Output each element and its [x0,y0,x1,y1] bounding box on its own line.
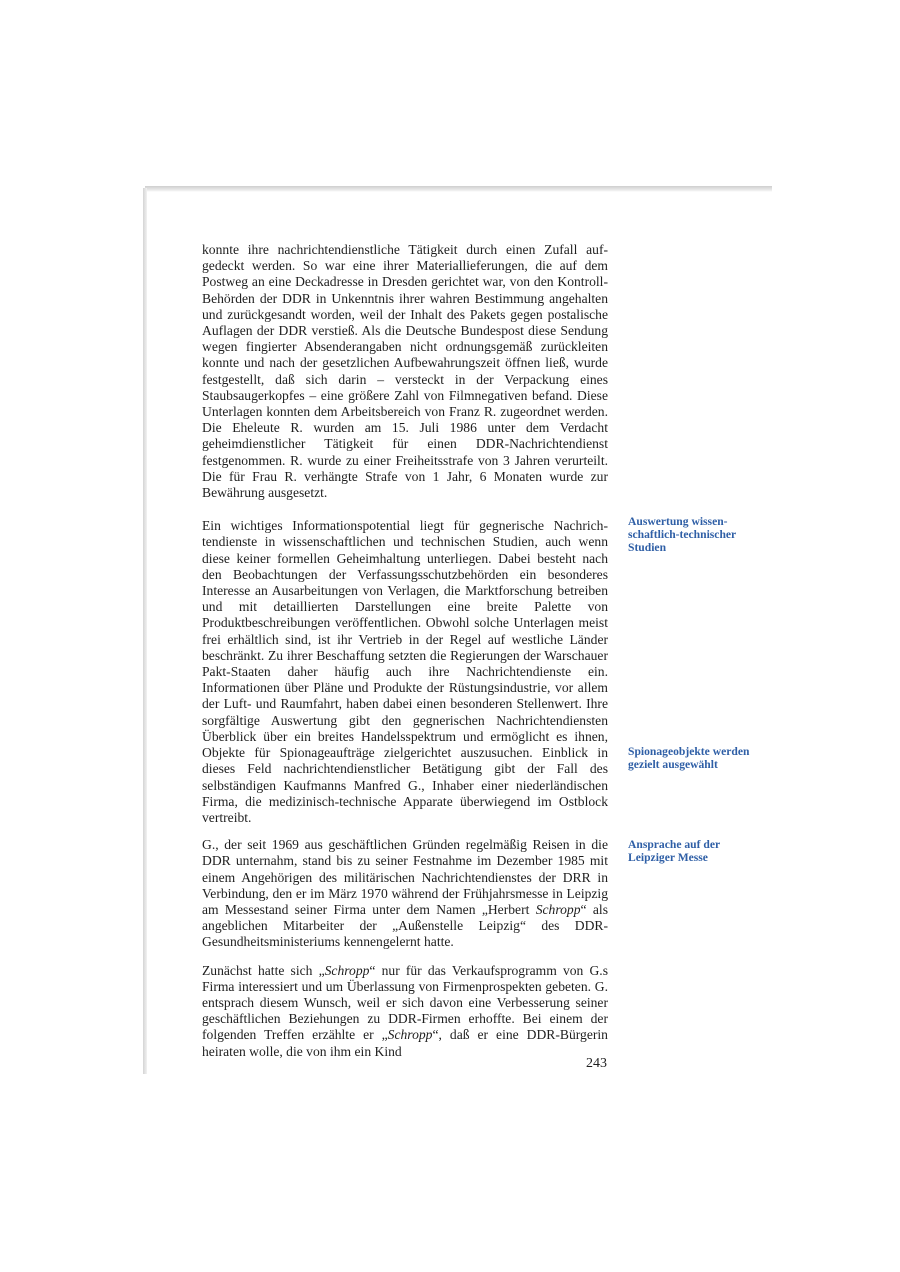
margin-note-studies: Auswertung wissenschaftlich-technischer Studien [628,515,736,554]
paragraph-3-text-b: “ als angeblichen Mitarbeiter der „Außenstelle Leipzig“ des DDR-Gesundheitsministeriums kennengelernt hatte. [202,901,608,950]
page-left-edge [143,188,147,1074]
paragraph-4-italic-name-2: Schropp [387,1027,433,1043]
paragraph-1-text: konnte ihre nachrichtendienstliche Tätigkeit durch einen Zufall aufgedeckt werden. So war eine ihrer Materiallieferungen, die auf dem Postweg an eine Deckadresse in Dresden gerichtet war, von den Kontroll-Behörden der DDR in Unkenntnis ihrer wahren Bestimmung angehalten und zurückgesandt worden, weil der Inhalt des Pakets gegen postalische Auflagen der DDR verstieß. Als die Deutsche Bundespost diese Sendung wegen fingierter Absenderangaben nicht ordnungsgemäß zurückleiten konnte und nach der gesetzlichen Aufbewahrungszeit öffnen ließ, wurde festgestellt, daß sich darin – versteckt in der Verpackung eines Staubsaugerkopfes – eine größere Zahl von Filmnegativen befand. Diese Unterlagen konnten dem Arbeitsbereich von Franz R. zugeordnet werden. Die Eheleute R. wurden am 15. Juli 1986 unter dem Verdacht geheimdienstlicher Tätigkeit für einen DDR-Nachrichtendienst festgenommen. R. wurde zu einer Freiheitsstrafe von 3 Jahren verurteilt. Die für Frau R. verhängte Strafe von 1 Jahr, 6 Monaten wurde zur Bewährung ausgesetzt. [202,242,608,501]
paragraph-3 [202,837,608,950]
paragraph-1 [202,242,608,501]
paragraph-4-text-a: Zunächst hatte sich „ [202,962,325,978]
page-number: 243 [586,1056,607,1071]
paragraph-4-text-c: “, daß er eine DDR-Bürgerin heiraten wolle, die von ihm ein Kind [202,1027,608,1059]
paragraph-4 [202,963,608,1060]
paragraph-2-text: Ein wichtiges Informationspotential liegt für gegnerische Nachrichtendienste in wissenschaftlichen und technischen Studien, auch wenn diese keiner formellen Geheimhaltung unterliegen. Dabei besteht nach den Beobachtungen der Verfassungsschutzbehörden ein besonderes Interesse an Ausarbeitungen von Verlagen, die Marktforschung betreiben und mit detaillierten Darstellungen eine breite Palette von Produktbeschreibungen veröffentlichen. Obwohl solche Unterlagen meist frei erhältlich sind, ist ihr Vertrieb in der Regel auf westliche Länder beschränkt. Zu ihrer Beschaffung setzten die Regierungen der Warschauer Pakt-Staaten daher häufig auch ihre Nachrichtendienste ein. Informationen über Pläne und Produkte der Rüstungsindustrie, vor allem der Luft- und Raumfahrt, haben dabei einen besonderen Stellenwert. Ihre sorgfältige Auswertung gibt den gegnerischen Nachrichtendiensten Überblick über ein breites Handelsspektrum und ermöglicht es ihnen, Objekte für Spionageaufträge zielgerichtet auszusuchen. Einblick in dieses Feld nachrichtendienstlicher Betätigung gibt der Fall des selbständigen Kaufmanns Manfred G., Inhaber einer niederländischen Firma, die medizinisch-technische Apparate überwiegend im Ostblock vertreibt. [202,518,608,825]
margin-note-espionage-targets: Spionageobjekte werden gezielt ausgewählt [628,745,750,771]
main-text-column [202,242,608,1060]
paragraph-4-text-b: “ nur für das Verkaufsprogramm von G.s Firma interessiert und um Überlassung von Firmenprospekten gebeten. G. entsprach diesem Wunsch, weil er sich davon eine Verbesserung seiner geschäftlichen Beziehungen zu DDR-Firmen erhoffte. Bei einem der folgenden Treffen erzählte er „ [202,962,608,1043]
margin-note-leipzig-fair: Ansprache auf der Leipziger Messe [628,838,720,864]
paragraph-3-text-a: G., der seit 1969 aus geschäftlichen Gründen regelmäßig Reisen in die DDR unternahm, stand bis zu seiner Festnahme im Dezember 1985 mit einem Angehörigen des militärischen Nachrichtendienstes der DRR in Verbindung, den er im März 1970 während der Frühjahrsmesse in Leipzig am Messestand seiner Firma unter dem Namen „Herbert [202,837,608,917]
paragraph-3-italic-name: Schropp [535,901,581,917]
paragraph-2 [202,518,608,826]
paragraph-4-italic-name-1: Schropp [324,962,370,978]
page-top-edge [145,186,772,192]
